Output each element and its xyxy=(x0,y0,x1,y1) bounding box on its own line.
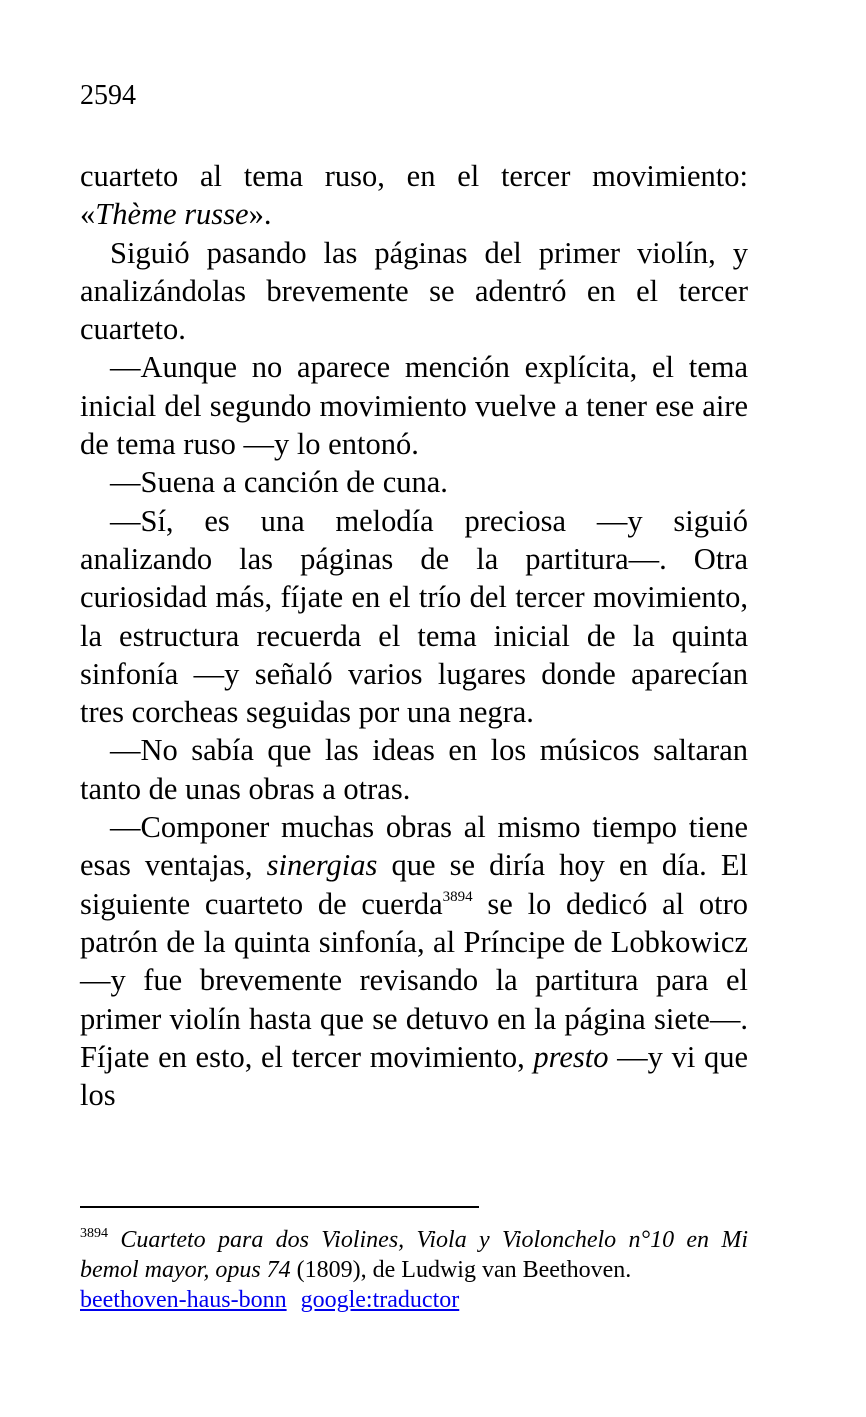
paragraph-4: —Suena a canción de cuna. xyxy=(110,465,448,500)
p7-part3: se lo dedicó al otro patrón de la quinta sinfonía, al Príncipe de Lobkowicz —y fue brevemente revisando la partitura para el primer violín hasta que se detuvo en la página siete—. Fíjate en esto, el tercer movimiento, xyxy=(80,886,748,1074)
footnote-number: 3894 xyxy=(80,1226,108,1241)
paragraph-1 xyxy=(80,157,748,234)
p1-end: ». xyxy=(248,197,272,232)
paragraph-2: Siguió pasando las páginas del primer violín, y analizándolas brevemente se adentró en el tercer cuarteto. xyxy=(80,235,748,347)
footnote-text xyxy=(80,1225,748,1285)
footnote-reference[interactable]: 3894 xyxy=(442,888,473,905)
footnote-work-title: Cuarteto para dos Violines, Viola y Violonchelo n°10 en Mi bemol mayor, opus 74 xyxy=(80,1227,749,1283)
google-traductor-link[interactable]: google:traductor xyxy=(300,1287,460,1313)
footnote-links xyxy=(80,1285,748,1315)
p7-part1: —Componer muchas obras al mismo tiempo tiene esas ventajas, xyxy=(80,810,748,883)
body-text xyxy=(80,157,748,1114)
footnote-divider xyxy=(80,1206,479,1208)
footnote xyxy=(80,1225,748,1315)
presto-word: presto xyxy=(533,1039,609,1074)
p1-text: cuarteto al tema ruso, en el tercer movimiento: « xyxy=(80,159,748,232)
page-number: 2594 xyxy=(80,80,136,111)
p7-part2: que se diría hoy en día. El siguiente cuarteto de cuerda xyxy=(80,848,748,921)
paragraph-6: —No sabía que las ideas en los músicos saltaran tanto de unas obras a otras. xyxy=(80,733,748,806)
beethoven-haus-bonn-link[interactable]: beethoven-haus-bonn xyxy=(80,1287,287,1313)
paragraph-5: —Sí, es una melodía preciosa —y siguió analizando las páginas de la partitura—. Otra curiosidad más, fíjate en el trío del tercer movimiento, la estructura recuerda el tema inicial de la quinta sinfonía —y señaló varios lugares donde aparecían tres corcheas seguidas por una negra. xyxy=(80,503,748,730)
p7-part4: —y vi que los xyxy=(80,1039,748,1113)
footnote-detail: (1809), de Ludwig van Beethoven. xyxy=(290,1257,632,1283)
paragraph-3: —Aunque no aparece mención explícita, el tema inicial del segundo movimiento vuelve a tener ese aire de tema ruso —y lo entonó. xyxy=(80,350,748,462)
paragraph-7 xyxy=(80,808,748,1114)
theme-russe-title: Thème russe xyxy=(95,197,249,232)
sinergias-word: sinergias xyxy=(266,848,378,883)
